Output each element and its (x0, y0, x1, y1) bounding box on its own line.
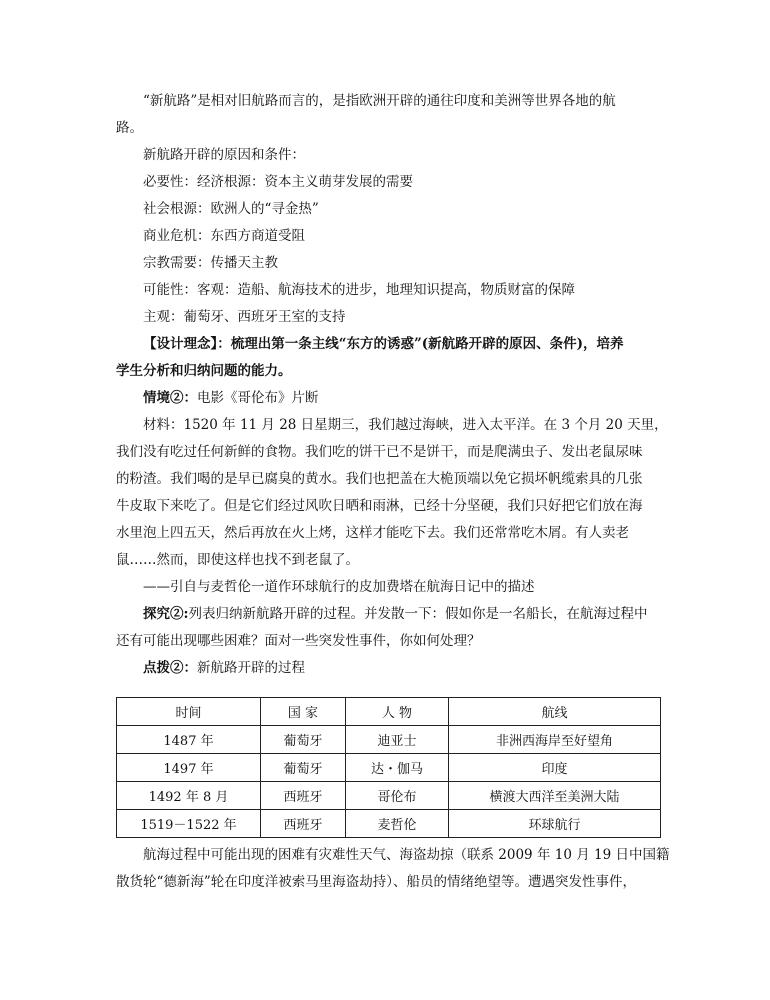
text-line: 新航路开辟的原因和条件： (143, 147, 305, 163)
material-line: 我们没有吃过任何新鲜的食物。我们吃的饼干已不是饼干，而是爬满虫子、发出老鼠尿味 (116, 444, 643, 460)
text-line: 主观：葡萄牙、西班牙王室的支持 (143, 309, 346, 325)
material-line: 的粉渣。我们喝的是早已腐臭的黄水。我们也把盖在大桅顶端以免它损坏帆缆索具的几张 (116, 471, 643, 487)
cell-country: 西班牙 (261, 810, 346, 838)
cell-route: 横渡大西洋至美洲大陆 (449, 782, 661, 810)
header-route: 航线 (449, 698, 661, 726)
cell-person: 哥伦布 (346, 782, 449, 810)
table-row (117, 726, 661, 754)
closing-paragraph (116, 842, 670, 896)
guidance-line (116, 655, 656, 682)
cell-route: 非洲西海岸至好望角 (449, 726, 661, 754)
inquiry-line: 还有可能出现哪些困难？面对一些突发性事件，你如何处理？ (116, 633, 481, 649)
intro-paragraphs (116, 88, 668, 682)
scenario-line (116, 385, 656, 412)
header-time: 时间 (117, 698, 261, 726)
text-line: 可能性：客观：造船、航海技术的进步，地理知识提高，物质财富的保障 (143, 282, 575, 298)
header-country: 国 家 (261, 698, 346, 726)
table-row (117, 782, 661, 810)
scenario-text: 电影《哥伦布》片断 (197, 390, 319, 406)
cell-time: 1492 年 8 月 (117, 782, 261, 810)
cell-person: 迪亚士 (346, 726, 449, 754)
cell-route: 印度 (449, 754, 661, 782)
table-row (117, 754, 661, 782)
header-person: 人 物 (346, 698, 449, 726)
cell-time: 1487 年 (117, 726, 261, 754)
cell-country: 西班牙 (261, 782, 346, 810)
cell-person: 达・伽马 (346, 754, 449, 782)
material-line: 水里泡上四五天，然后再放在火上烤，这样才能吃下去。我们还常常吃木屑。有人卖老 (116, 525, 629, 541)
cell-country: 葡萄牙 (261, 726, 346, 754)
cell-person: 麦哲伦 (346, 810, 449, 838)
text-line: 必要性：经济根源：资本主义萌芽发展的需要 (143, 174, 413, 190)
text-line: “新航路”是相对旧航路而言的，是指欧洲开辟的通往印度和美洲等世界各地的航 (143, 93, 616, 109)
table-header-row (117, 698, 661, 726)
text-line: 商业危机：东西方商道受阻 (143, 228, 305, 244)
material-line: 牛皮取下来吃了。但是它们经过风吹日晒和雨淋，已经十分坚硬，我们只好把它们放在海 (116, 498, 643, 514)
scenario-label: 情境②： (143, 390, 197, 406)
guidance-text: 新航路开辟的过程 (197, 660, 305, 676)
inquiry-label: 探究②: (143, 606, 189, 622)
design-concept-line: 学生分析和归纳问题的能力。 (116, 363, 292, 379)
inquiry-line (116, 601, 656, 628)
text-line: 社会根源：欧洲人的“寻金热” (143, 201, 319, 217)
table-row (117, 810, 661, 838)
inquiry-text: 列表归纳新航路开辟的过程。并发散一下：假如你是一名船长，在航海过程中 (188, 606, 648, 622)
text-line: 散货轮“德新海”轮在印度洋被索马里海盗劫持）、船员的情绪绝望等。遭遇突发性事件， (116, 874, 637, 890)
material-line: 材料：1520 年 11 月 28 日星期三，我们越过海峡，进入太平洋。在 3 个月 20 天里， (143, 417, 668, 433)
text-line: 宗教需要：传播天主教 (143, 255, 278, 271)
cell-time: 1497 年 (117, 754, 261, 782)
text-line: 路。 (116, 120, 143, 136)
cell-country: 葡萄牙 (261, 754, 346, 782)
design-concept-line: 【设计理念】：梳理出第一条主线“东方的诱惑”(新航路开辟的原因、条件)，培养 (143, 336, 624, 352)
material-line: 鼠……然而，即使这样也找不到老鼠了。 (116, 552, 359, 568)
cell-route: 环球航行 (449, 810, 661, 838)
new-routes-table (116, 697, 661, 838)
text-line: 航海过程中可能出现的困难有灾难性天气、海盗劫掠（联系 2009 年 10 月 19 日中国籍 (143, 847, 670, 863)
cell-time: 1519－1522 年 (117, 810, 261, 838)
citation-line: ——引自与麦哲伦一道作环球航行的皮加费塔在航海日记中的描述 (143, 579, 535, 595)
guidance-label: 点拨②： (143, 660, 197, 676)
